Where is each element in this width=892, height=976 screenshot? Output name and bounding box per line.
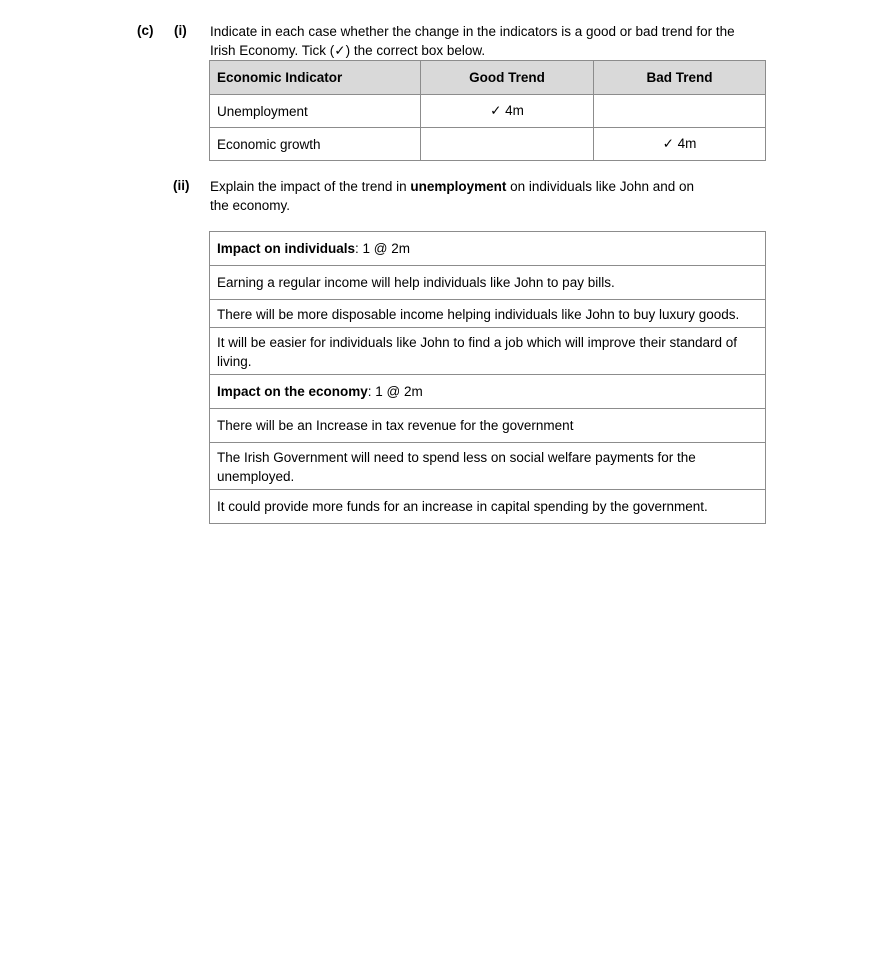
trend-table: [209, 60, 766, 161]
instruction-text: Indicate in each case whether the change in the indicators is a good or bad trend for the Irish Economy. Tick (✓) the correct box below.: [210, 24, 735, 58]
part-c-label: (c): [137, 23, 154, 38]
table-row: [210, 95, 766, 128]
answer-point: Earning a regular income will help individuals like John to pay bills.: [210, 266, 766, 300]
table-row: [210, 490, 766, 524]
question-text: Explain the impact of the trend in unemployment on individuals like John and on the economy.: [210, 179, 695, 213]
tick-icon: ✓: [334, 43, 346, 58]
part-ii-label: (ii): [173, 178, 190, 193]
individuals-heading: Impact on individuals: [217, 241, 356, 256]
economy-heading: Impact on the economy: [217, 384, 368, 399]
answer-point: There will be an Increase in tax revenue for the government: [210, 409, 766, 443]
column-header-indicator: Economic Indicator: [210, 61, 421, 95]
trend-table-header: [210, 61, 766, 95]
economy-marks: : 1 @ 2m: [367, 384, 423, 399]
table-row: [210, 128, 766, 161]
answer-point: It will be easier for individuals like John to find a job which will improve their standard of living.: [210, 328, 766, 375]
individuals-marks: : 1 @ 2m: [355, 241, 411, 256]
table-row: [210, 443, 766, 490]
answer-point: It could provide more funds for an increase in capital spending by the government.: [210, 490, 766, 524]
part-i-label: (i): [174, 23, 187, 38]
column-header-good-trend: Good Trend: [421, 61, 594, 95]
answer-point: The Irish Government will need to spend less on social welfare payments for the unemployed.: [210, 443, 766, 490]
good-trend-cell: [421, 128, 594, 161]
indicator-cell: Unemployment: [210, 95, 421, 128]
economy-heading-row: [210, 375, 766, 409]
answer-point: There will be more disposable income helping individuals like John to buy luxury goods.: [210, 300, 766, 328]
answer-table: [209, 231, 766, 524]
table-row: [210, 266, 766, 300]
bad-trend-cell: ✓ 4m: [594, 128, 766, 161]
table-row: [210, 300, 766, 328]
good-trend-cell: ✓ 4m: [421, 95, 594, 128]
individuals-heading-row: [210, 232, 766, 266]
table-row: [210, 409, 766, 443]
indicator-cell: Economic growth: [210, 128, 421, 161]
table-row: [210, 328, 766, 375]
bad-trend-cell: [594, 95, 766, 128]
column-header-bad-trend: Bad Trend: [594, 61, 766, 95]
